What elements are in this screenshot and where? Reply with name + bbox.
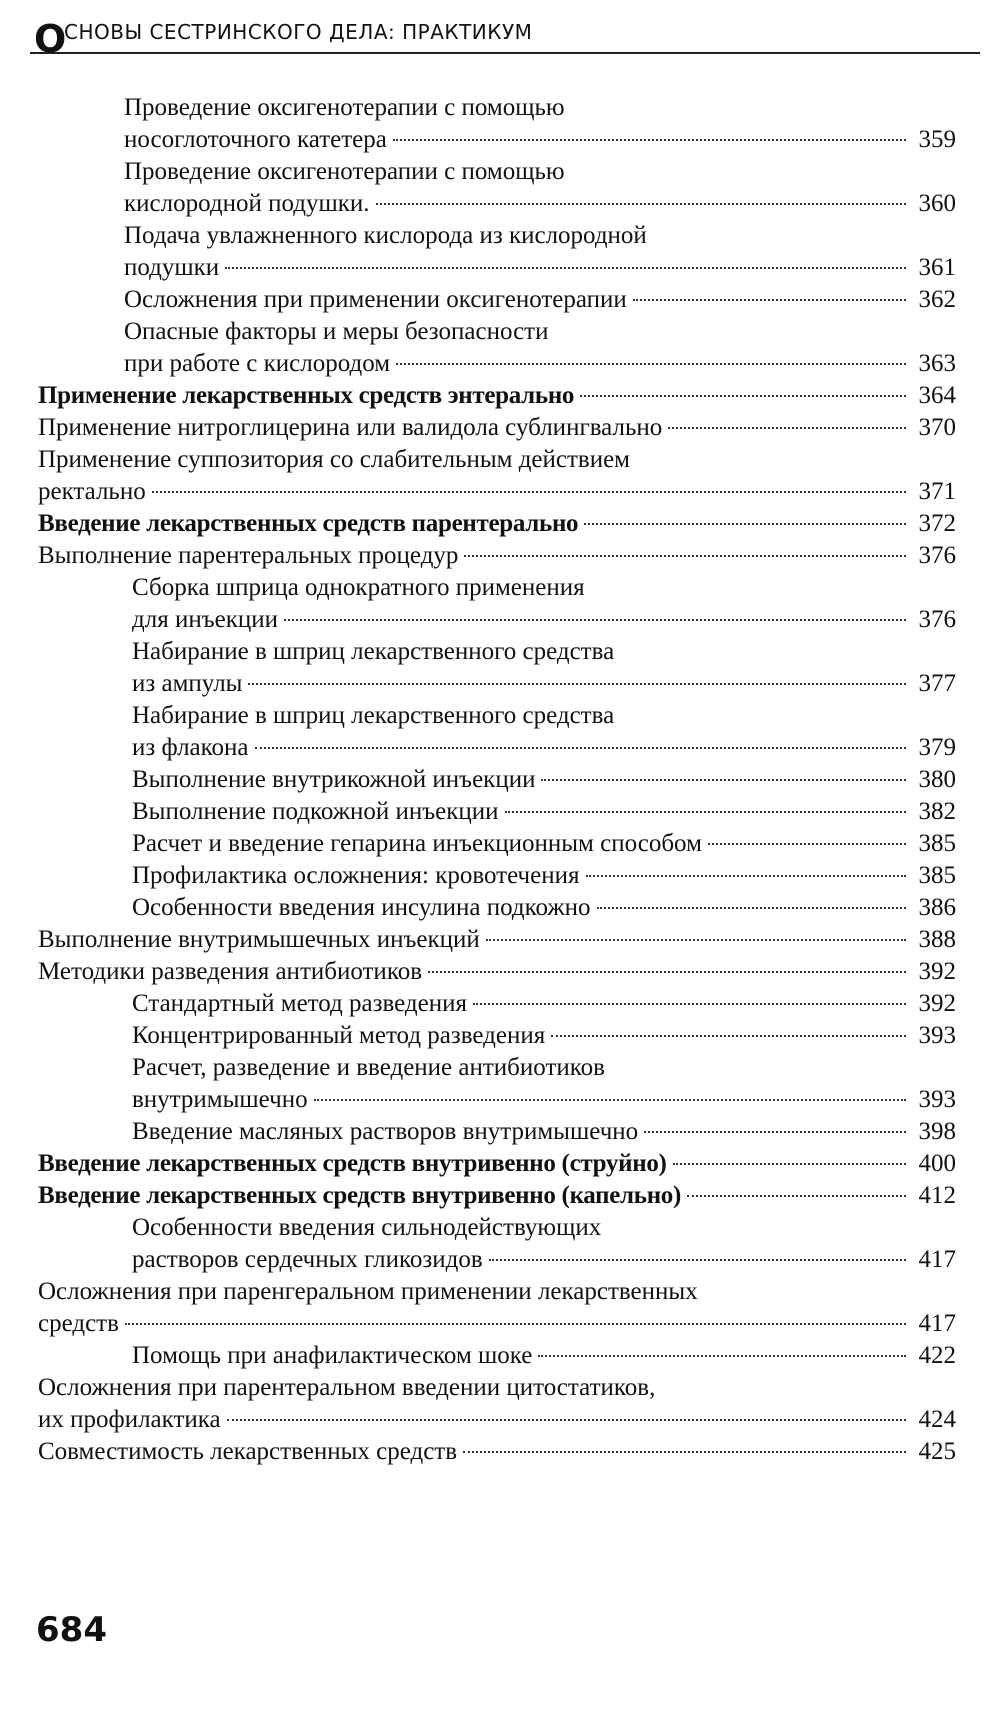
- dot-leader: [586, 875, 907, 877]
- toc-page-number: 392: [918, 990, 956, 1017]
- toc-page-number: 376: [918, 542, 956, 569]
- dot-leader: [227, 1419, 906, 1421]
- toc-page-number: 380: [918, 766, 956, 793]
- toc-entry: [38, 1276, 956, 1340]
- toc-page-number: 424: [918, 1406, 956, 1433]
- toc-entry-line: [38, 412, 956, 444]
- dot-leader: [396, 363, 906, 365]
- dot-leader: [633, 299, 906, 301]
- toc-entry-text: Особенности введения сильнодействующих: [132, 1214, 602, 1241]
- header-initial: О: [34, 17, 67, 61]
- dot-leader: [486, 939, 906, 941]
- dot-leader: [314, 1099, 906, 1101]
- toc-page-number: 388: [918, 926, 956, 953]
- toc-entry-text: их профилактика: [38, 1406, 221, 1433]
- dot-leader: [225, 267, 906, 269]
- toc-entry-text: Сборка шприца однократного применения: [132, 574, 585, 601]
- toc-entry-line: [38, 1148, 956, 1180]
- toc-entry-text: Применение нитроглицерина или валидола сублингвально: [38, 414, 663, 441]
- toc-entry-text: Помощь при анафилактическом шоке: [132, 1342, 533, 1369]
- toc-entry-text: Профилактика осложнения: кровотечения: [132, 862, 580, 889]
- toc-entry-line: [124, 188, 956, 220]
- toc-entry-text: средств: [38, 1310, 119, 1337]
- dot-leader: [125, 1323, 906, 1325]
- toc-entry-text: Осложнения при применении оксигенотерапии: [124, 286, 627, 313]
- toc-entry: [38, 380, 956, 412]
- toc-entry-line: [132, 892, 956, 924]
- dot-leader: [541, 779, 906, 781]
- toc-entry: [38, 892, 956, 924]
- toc-page-number: 386: [918, 894, 956, 921]
- table-of-contents: [38, 92, 956, 1468]
- toc-entry-text: Введение лекарственных средств парентерально: [38, 510, 579, 537]
- toc-entry-text: Набирание в шприц лекарственного средства: [132, 702, 615, 729]
- toc-entry-text: Применение суппозитория со слабительным действием: [38, 446, 631, 473]
- toc-entry-line: [38, 380, 956, 412]
- header-title: СНОВЫ СЕСТРИНСКОГО ДЕЛА: ПРАКТИКУМ: [64, 20, 533, 44]
- toc-entry-line: [124, 124, 956, 156]
- toc-page-number: 361: [918, 254, 956, 281]
- toc-entry-line: [38, 1404, 956, 1436]
- toc-entry-text: Выполнение внутрикожной инъекции: [132, 766, 536, 793]
- toc-entry-text: Выполнение парентеральных процедур: [38, 542, 459, 569]
- toc-page-number: 360: [918, 190, 956, 217]
- dot-leader: [538, 1355, 906, 1357]
- toc-entry-line: [132, 1084, 956, 1116]
- toc-entry: [38, 412, 956, 444]
- dot-leader: [473, 1003, 906, 1005]
- toc-entry: [38, 700, 956, 764]
- toc-entry: [38, 828, 956, 860]
- toc-entry-line: [132, 1244, 956, 1276]
- toc-entry: [38, 316, 956, 380]
- toc-entry: [38, 1148, 956, 1180]
- toc-entry-text: растворов сердечных гликозидов: [132, 1246, 483, 1273]
- toc-entry: [38, 1340, 956, 1372]
- toc-entry-line: [132, 604, 956, 636]
- toc-entry-line: [38, 1308, 956, 1340]
- toc-entry: [38, 956, 956, 988]
- toc-entry-line: [38, 1372, 956, 1404]
- toc-entry-line: [132, 700, 956, 732]
- toc-entry-line: [132, 1116, 956, 1148]
- toc-entry-line: [38, 1180, 956, 1212]
- dot-leader: [668, 427, 906, 429]
- toc-entry-line: [132, 988, 956, 1020]
- toc-page-number: 362: [918, 286, 956, 313]
- toc-entry-text: Особенности введения инсулина подкожно: [132, 894, 591, 921]
- dot-leader: [393, 139, 906, 141]
- toc-page-number: 377: [918, 670, 956, 697]
- toc-entry-line: [38, 540, 956, 572]
- toc-entry-text: при работе с кислородом: [124, 350, 391, 377]
- toc-entry: [38, 1212, 956, 1276]
- toc-page-number: 370: [918, 414, 956, 441]
- toc-page-number: 364: [918, 382, 956, 409]
- toc-entry-line: [132, 828, 956, 860]
- toc-entry-text: Проведение оксигенотерапии с помощью: [124, 94, 565, 121]
- toc-entry-text: для инъекции: [132, 606, 279, 633]
- toc-page-number: 393: [918, 1086, 956, 1113]
- toc-page-number: 359: [918, 126, 956, 153]
- toc-page-number: 412: [918, 1182, 956, 1209]
- toc-entry-line: [38, 1436, 956, 1468]
- toc-entry-line: [132, 860, 956, 892]
- toc-entry: [38, 508, 956, 540]
- toc-entry-text: из ампулы: [132, 670, 243, 697]
- dot-leader: [644, 1131, 906, 1133]
- toc-entry-text: кислородной подушки.: [124, 190, 370, 217]
- dot-leader: [463, 1451, 906, 1453]
- toc-entry-line: [124, 284, 956, 316]
- toc-entry-text: Выполнение внутримышечных инъекций: [38, 926, 480, 953]
- toc-page-number: 392: [918, 958, 956, 985]
- dot-leader: [464, 555, 906, 557]
- toc-page-number: 417: [918, 1246, 956, 1273]
- toc-entry-line: [124, 316, 956, 348]
- toc-entry-text: Проведение оксигенотерапии с помощью: [124, 158, 565, 185]
- toc-entry-text: Совместимость лекарственных средств: [38, 1438, 458, 1465]
- toc-entry-text: Методики разведения антибиотиков: [38, 958, 422, 985]
- toc-entry-text: Расчет и введение гепарина инъекционным способом: [132, 830, 702, 857]
- toc-entry: [38, 1372, 956, 1436]
- toc-entry: [38, 284, 956, 316]
- toc-entry-line: [124, 92, 956, 124]
- toc-entry: [38, 92, 956, 156]
- toc-page-number: 385: [918, 830, 956, 857]
- toc-entry-text: Осложнения при парентеральном введении цитостатиков,: [38, 1374, 656, 1401]
- dot-leader: [255, 747, 906, 749]
- toc-page-number: 372: [918, 510, 956, 537]
- toc-entry-line: [38, 476, 956, 508]
- toc-entry-line: [132, 572, 956, 604]
- toc-page-number: 393: [918, 1022, 956, 1049]
- dot-leader: [428, 971, 906, 973]
- dot-leader: [584, 523, 906, 525]
- toc-entry-text: Стандартный метод разведения: [132, 990, 467, 1017]
- toc-entry-line: [124, 348, 956, 380]
- toc-entry-line: [38, 956, 956, 988]
- toc-entry-text: Расчет, разведение и введение антибиотиков: [132, 1054, 605, 1081]
- toc-entry-text: из флакона: [132, 734, 249, 761]
- toc-entry: [38, 1180, 956, 1212]
- toc-entry-line: [38, 924, 956, 956]
- toc-entry: [38, 156, 956, 220]
- dot-leader: [687, 1195, 906, 1197]
- toc-entry-line: [132, 668, 956, 700]
- toc-page-number: 379: [918, 734, 956, 761]
- toc-entry-text: Осложнения при паренгеральном применении лекарственных: [38, 1278, 698, 1305]
- toc-entry-line: [38, 444, 956, 476]
- toc-page-number: 371: [918, 478, 956, 505]
- toc-page-number: 417: [918, 1310, 956, 1337]
- toc-entry-text: внутримышечно: [132, 1086, 308, 1113]
- dot-leader: [708, 843, 906, 845]
- toc-entry-text: Применение лекарственных средств энтерально: [38, 382, 575, 409]
- dot-leader: [580, 395, 906, 397]
- toc-entry-line: [132, 796, 956, 828]
- toc-entry-line: [132, 732, 956, 764]
- toc-entry-text: Введение лекарственных средств внутривенно (капельно): [38, 1182, 682, 1209]
- toc-entry-line: [132, 636, 956, 668]
- toc-entry-text: Введение масляных растворов внутримышечно: [132, 1118, 639, 1145]
- toc-entry-text: Опасные факторы и меры безопасности: [124, 318, 549, 345]
- toc-entry: [38, 572, 956, 636]
- dot-leader: [551, 1035, 906, 1037]
- toc-entry-text: носоглоточного катетера: [124, 126, 387, 153]
- toc-page-number: 363: [918, 350, 956, 377]
- toc-entry: [38, 1436, 956, 1468]
- toc-entry-text: Выполнение подкожной инъекции: [132, 798, 499, 825]
- toc-entry: [38, 1052, 956, 1116]
- toc-entry-line: [124, 220, 956, 252]
- dot-leader: [505, 811, 906, 813]
- toc-page-number: 376: [918, 606, 956, 633]
- toc-entry: [38, 796, 956, 828]
- toc-entry-line: [132, 1212, 956, 1244]
- running-header: [30, 8, 980, 61]
- toc-entry: [38, 540, 956, 572]
- toc-entry: [38, 860, 956, 892]
- toc-entry-line: [132, 1340, 956, 1372]
- toc-page-number: 385: [918, 862, 956, 889]
- toc-entry-line: [132, 764, 956, 796]
- dot-leader: [376, 203, 906, 205]
- toc-entry-line: [124, 156, 956, 188]
- toc-entry: [38, 444, 956, 508]
- toc-entry-line: [38, 1276, 956, 1308]
- toc-page-number: 382: [918, 798, 956, 825]
- toc-entry-text: Концентрированный метод разведения: [132, 1022, 546, 1049]
- toc-entry: [38, 1020, 956, 1052]
- dot-leader: [152, 491, 906, 493]
- toc-entry-text: Набирание в шприц лекарственного средства: [132, 638, 615, 665]
- toc-entry-line: [132, 1052, 956, 1084]
- toc-entry-line: [132, 1020, 956, 1052]
- toc-entry-text: Подача увлажненного кислорода из кислородной: [124, 222, 647, 249]
- toc-entry-line: [38, 508, 956, 540]
- toc-page-number: 400: [918, 1150, 956, 1177]
- toc-entry-text: Введение лекарственных средств внутривенно (струйно): [38, 1150, 667, 1177]
- toc-entry: [38, 988, 956, 1020]
- toc-page-number: 422: [918, 1342, 956, 1369]
- toc-page-number: 425: [918, 1438, 956, 1465]
- dot-leader: [597, 907, 906, 909]
- toc-entry-text: подушки: [124, 254, 220, 281]
- toc-entry: [38, 636, 956, 700]
- dot-leader: [489, 1259, 906, 1261]
- page-number: 684: [36, 1610, 107, 1650]
- dot-leader: [284, 619, 906, 621]
- toc-entry-line: [124, 252, 956, 284]
- toc-entry-text: ректально: [38, 478, 146, 505]
- toc-page-number: 398: [918, 1118, 956, 1145]
- dot-leader: [248, 683, 906, 685]
- toc-entry: [38, 764, 956, 796]
- toc-entry: [38, 924, 956, 956]
- toc-entry: [38, 220, 956, 284]
- toc-entry: [38, 1116, 956, 1148]
- dot-leader: [673, 1163, 906, 1165]
